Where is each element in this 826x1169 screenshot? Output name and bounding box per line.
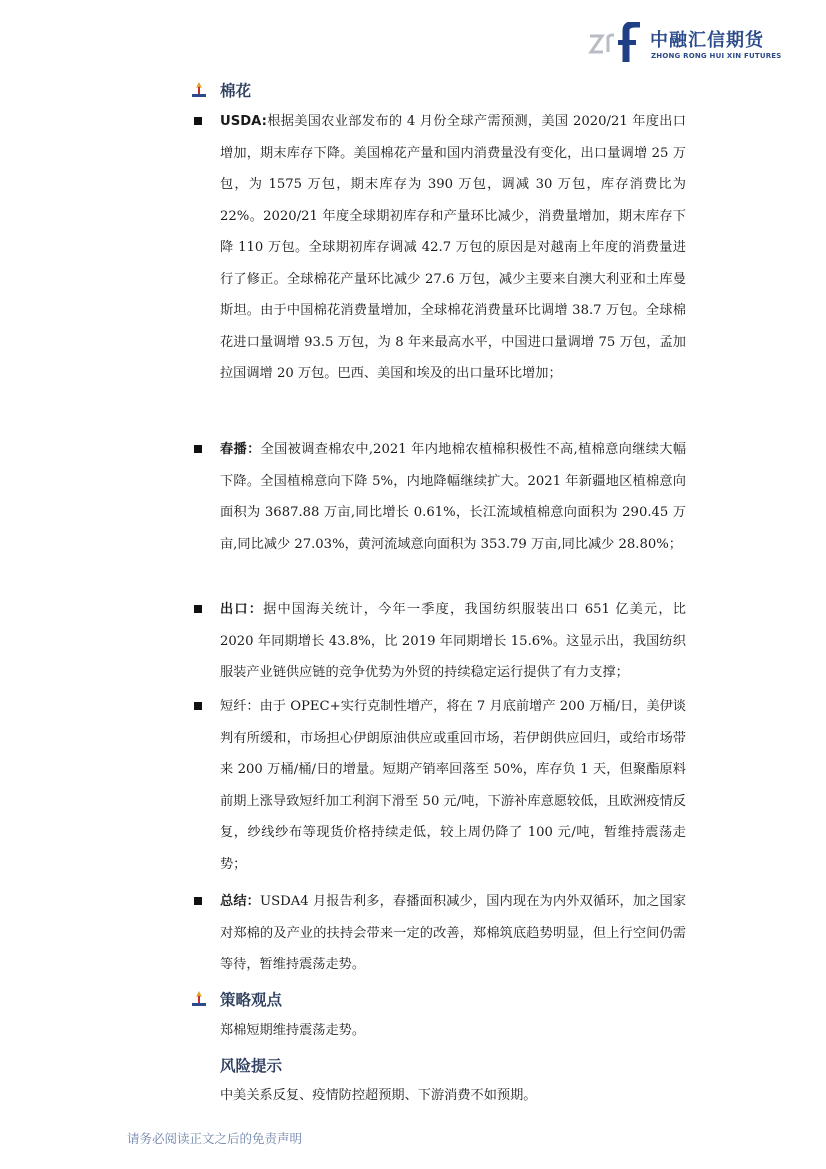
section-heading-cotton — [190, 78, 251, 102]
bullet-square-icon — [194, 445, 202, 453]
bullet-square-icon — [194, 605, 202, 613]
bullet-label: 春播： — [220, 442, 261, 457]
bullet-spring-sowing — [190, 434, 686, 560]
bullet-export — [190, 594, 686, 689]
company-logo — [588, 22, 788, 66]
bullet-summary — [190, 886, 686, 981]
bullet-text: 全国被调查棉农中,2021 年内地棉农植棉积极性不高,植棉意向继续大幅下降。全国植棉意向下降 5%，内地降幅继续扩大。2021 年新疆地区植棉意向面积为 3687.88 万亩,同比增长 0.61%，长江流域植棉意向面积为 290.45 万亩,同比减少 27.03%，黄河流域意向面积为 353.79 万亩,同比减少 28.80%； — [220, 442, 687, 552]
bullet-label: 总结： — [220, 894, 260, 909]
section-marker-icon — [190, 990, 208, 1008]
risk-text: 中美关系反复、疫情防控超预期、下游消费不如预期。 — [220, 1088, 537, 1103]
zrf-logo-mark-icon — [588, 22, 650, 66]
bullet-label: USDA: — [220, 114, 267, 129]
bullet-text: 短纤：由于 OPEC+实行克制性增产，将在 7 月底前增产 200 万桶/日，美伊谈判有所缓和，市场担心伊朗原油供应或重回市场，若伊朗供应回归，或给市场带来 200 万桶/桶/日的增量。短期产销率回落至 50%，库存负 1 天，但聚酯原料前期上涨导致短纤加工利润下滑至 50 元/吨，下游补库意愿较低，且欧洲疫情反复，纱线纱布等现货价格持续走低，较上周仍降了 100 元/吨，暂维持震荡走势； — [220, 699, 686, 872]
bullet-usda — [190, 106, 686, 390]
logo-chinese-name: 中融汇信期货 — [650, 30, 764, 51]
section-title: 棉花 — [220, 82, 252, 100]
bullet-label: 出口： — [220, 602, 264, 617]
section-marker-icon — [190, 81, 208, 99]
bullet-square-icon — [194, 702, 202, 710]
section-title: 策略观点 — [220, 991, 283, 1009]
footer-disclaimer: 请务必阅读正文之后的免责声明 — [127, 1131, 303, 1146]
bullet-text: USDA4 月报告利多，春播面积减少，国内现在为内外双循环，加之国家对郑棉的及产业的扶持会带来一定的改善，郑棉筑底趋势明显，但上行空间仍需等待，暂维持震荡走势。 — [220, 894, 686, 972]
section-heading-strategy — [190, 987, 282, 1011]
bullet-text: 据中国海关统计，今年一季度，我国纺织服装出口 651 亿美元，比 2020 年同期增长 43.8%，比 2019 年同期增长 15.6%。这显示出，我国纺织服装产业链供应链的竞争优势为外贸的持续稳定运行提供了有力支撑； — [220, 602, 686, 680]
logo-english-name: ZHONG RONG HUI XIN FUTURES — [651, 52, 782, 60]
strategy-text: 郑棉短期维持震荡走势。 — [220, 1023, 366, 1038]
bullet-square-icon — [194, 117, 202, 125]
bullet-square-icon — [194, 897, 202, 905]
risk-heading: 风险提示 — [220, 1057, 283, 1075]
bullet-text: 根据美国农业部发布的 4 月份全球产需预测，美国 2020/21 年度出口增加，期末库存下降。美国棉花产量和国内消费量没有变化，出口量调增 25 万包，为 1575 万包，期末库存为 390 万包，调减 30 万包，库存消费比为 22%。2020/21 年度全球期初库存和产量环比减少，消费量增加，期末库存下降 110 万包。全球期初库存调减 42.7 万包的原因是对越南上年度的消费量进行了修正。全球棉花产量环比减少 27.6 万包，减少主要来自澳大利亚和土库曼斯坦。由于中国棉花消费量增加，全球棉花消费量环比调增 38.7 万包。全球棉花进口量调增 93.5 万包，为 8 年来最高水平，中国进口量调增 75 万包，孟加拉国调增 20 万包。巴西、美国和埃及的出口量环比增加； — [220, 114, 686, 381]
bullet-staple-fiber — [190, 691, 686, 880]
